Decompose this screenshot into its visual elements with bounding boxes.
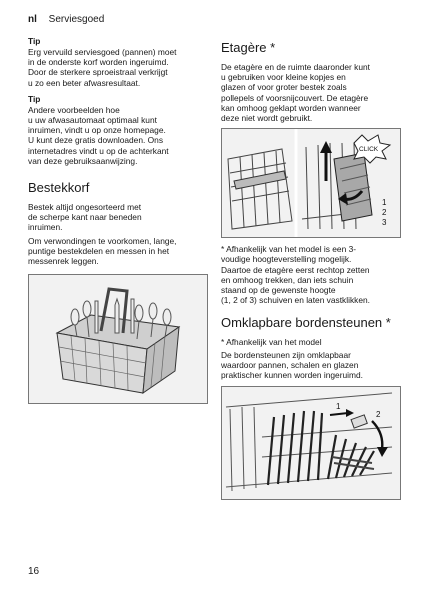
height-label-2: 2 [382, 208, 387, 218]
height-label-3: 3 [382, 218, 387, 228]
etagere-illustration [222, 129, 400, 237]
bestekkorf-text-1: Bestek altijd ongesorteerd met de scherpe kant naar beneden inruimen. [28, 202, 142, 233]
tip-1-text: Erg vervuild serviesgoed (pannen) moet in de onderste korf worden ingeruimd. Door de sterkere sproeistraal verkrijgt u zo een beter afwasresultaat. [28, 47, 177, 88]
tip-2-text: Andere voorbeelden hoe u uw afwasautomaat optimaal kunt inruimen, vindt u op onze homepage. U kunt deze gratis downloaden. Ons internetadres vindt u op de achterkant van deze gebruiksaanwijzing. [28, 104, 169, 166]
page-header [28, 14, 104, 25]
plate-rack-illustration [222, 387, 400, 499]
etagere-heading: Etagère * [221, 40, 276, 55]
left-column [28, 36, 206, 404]
right-column [221, 36, 399, 500]
cutlery-basket-figure [28, 274, 208, 404]
tip-2-title: Tip [28, 93, 41, 104]
tip-1-title: Tip [28, 36, 41, 46]
bordensteunen-note: * Afhankelijk van het model [221, 337, 322, 348]
height-label-1: 1 [382, 198, 387, 208]
bestekkorf-heading: Bestekkorf [28, 180, 90, 196]
click-label: CLICK [359, 146, 379, 154]
etagere-note: * Afhankelijk van het model is een 3- voudige hoogteverstelling mogelijk. Daartoe de etagère eerst rechtop zetten en omhoog trekken, dan iets schuin staand op de gewenste hoogte (1, 2 of 3) schuiven en laten vastklikken. [221, 244, 370, 306]
language-code: nl [28, 14, 37, 25]
bordensteunen-heading: Omklapbare bordensteunen * [221, 315, 391, 331]
bordensteunen-text: De bordensteunen zijn omklapbaar waardoor pannen, schalen en glazen praktischer kunnen worden ingeruimd. [221, 349, 363, 381]
bestekkorf-text-2: Om verwondingen te voorkomen, lange, puntige bestekdelen en messen in het messenrek leggen. [28, 235, 177, 267]
plate-rack-figure [221, 386, 401, 500]
etagere-text: De etagère en de ruimte daaronder kunt u gebruiken voor kleine kopjes en glazen of voor groter bestek zoals pollepels of voorsnijcouvert. De etagère kan omhoog geklapt worden wanneer deze niet wordt gebruikt. [221, 62, 370, 124]
step-label-2: 2 [376, 410, 381, 420]
etagere-figure [221, 128, 401, 238]
step-label-1: 1 [336, 402, 341, 412]
cutlery-basket-illustration [29, 275, 207, 403]
page-number: 16 [28, 566, 40, 577]
section-title: Serviesgoed [48, 14, 105, 25]
